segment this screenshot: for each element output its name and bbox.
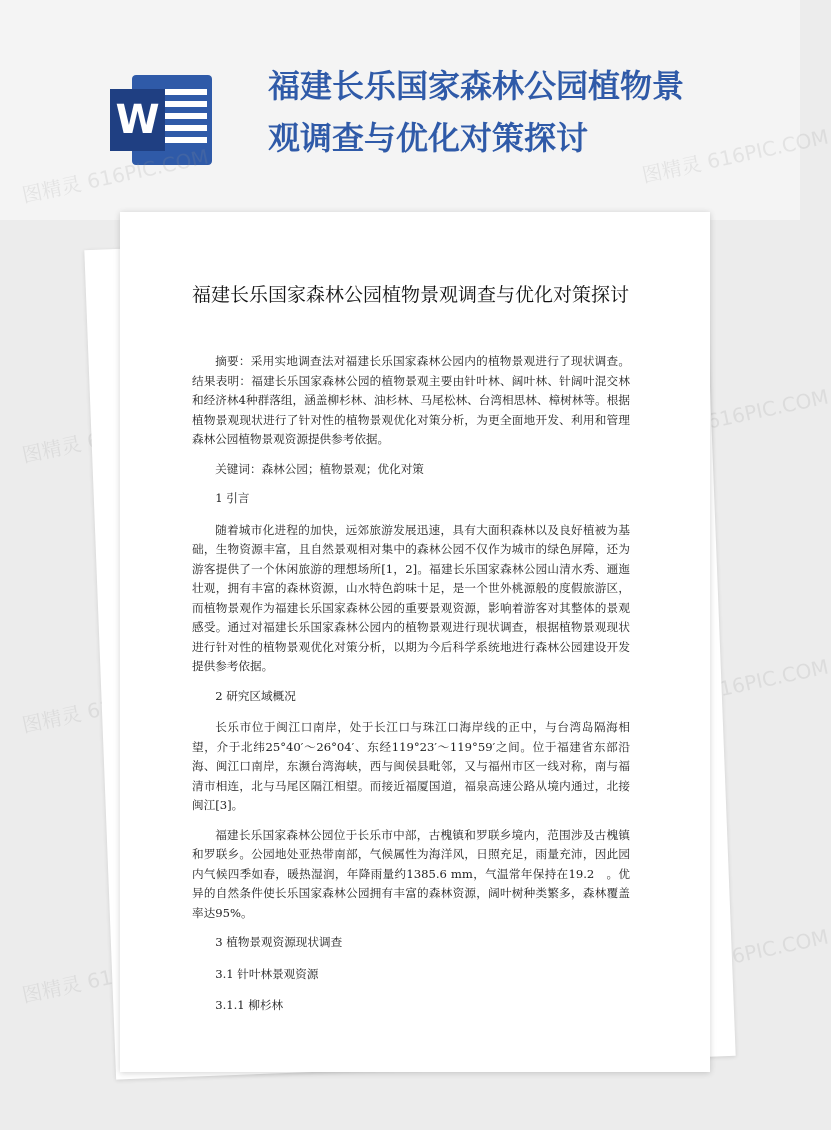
- document-title: 福建长乐国家森林公园植物景观调查与优化对策探讨: [192, 284, 630, 306]
- watermark: 图精灵 616PIC.COM: [639, 924, 831, 988]
- section-heading: 1 引言: [215, 491, 250, 505]
- section-heading: 2 研究区域概况: [215, 688, 296, 703]
- word-icon: [110, 75, 215, 165]
- subsection-heading: 3.1 针叶林景观资源: [215, 966, 319, 981]
- body-paragraph: 福建长乐国家森林公园位于长乐市中部，古槐镇和罗联乡境内，范围涉及古槐镇和罗联乡。公园地处亚热带南部，气候属性为海洋风，日照充足，雨量充沛，因此园内气候四季如春，暖热湿润，年降雨量约1385.6 mm，气温常年保持在19.2 。优异的自然条件使长乐国家森林公园拥有丰富的森林资源，阔叶树种类繁多，森林覆盖率达95%。: [192, 827, 630, 920]
- abstract-paragraph: 摘要：采用实地调查法对福建长乐国家森林公园内的植物景观进行了现状调查。结果表明：福建长乐国家森林公园的植物景观主要由针叶林、阔叶林、针阔叶混交林和经济林4种群落组，涵盖柳杉林、油杉林、马尾松林、台湾相思林、樟树林等。根据植物景观现状进行了针对性的植物景观优化对策分析，为更全面地开发、利用和管理森林公园植物景观资源提供参考依据。: [192, 354, 630, 446]
- document-body: [192, 352, 630, 1028]
- watermark: 图精灵: [19, 701, 84, 738]
- keywords-paragraph: 关键词：森林公园；植物景观；优化对策: [215, 461, 424, 476]
- document-page: [120, 212, 710, 1072]
- watermark: 图精灵 616PIC.COM: [639, 384, 831, 448]
- subsection-heading: 3.1.1 柳杉林: [215, 998, 284, 1012]
- word-icon-letter: W: [110, 89, 165, 151]
- body-paragraph: 长乐市位于闽江口南岸，处于长江口与珠江口海岸线的正中，与台湾岛隔海相望，介于北纬25°40′～26°04′、东经119°23′～119°59′之间。位于福建省东部沿海、闽江口南岸，东濒台湾海峡，西与闽侯县毗邻，又与福州市区一线对称，南与福清市相连，北与马尾区隔江相望。而接近福厦国道，福泉高速公路从境内通过，北接闽江[3]。: [192, 720, 630, 812]
- watermark: 图精灵: [19, 971, 84, 1008]
- header-title: 福建长乐国家森林公园植物景观调查与优化对策探讨: [268, 67, 685, 157]
- body-paragraph: 随着城市化进程的加快，远郊旅游发展迅速，具有大面积森林以及良好植被为基础，生物资源丰富，且自然景观相对集中的森林公园不仅作为城市的绿色屏障，还为游客提供了一个休闲旅游的理想场所[1，2]。福建长乐国家森林公园山清水秀、逦迤壮观，拥有丰富的森林资源，山水特色韵味十足，是一个世外桃源般的度假旅游区，而植物景观作为福建长乐国家森林公园的重要景观资源，影响着游客对其整体的景观感受。通过对福建长乐国家森林公园内的植物景观进行现状调查，根据植物景观现状进行针对性的植物景观优化对策分析，以期为今后科学系统地进行森林公园建设开发提供参考依据。: [192, 522, 630, 673]
- watermark: 图精灵: [19, 431, 84, 468]
- watermark: 图精灵 616PIC.COM: [639, 654, 831, 718]
- section-heading: 3 植物景观资源现状调查: [215, 935, 343, 949]
- word-icon-lines: [165, 89, 207, 149]
